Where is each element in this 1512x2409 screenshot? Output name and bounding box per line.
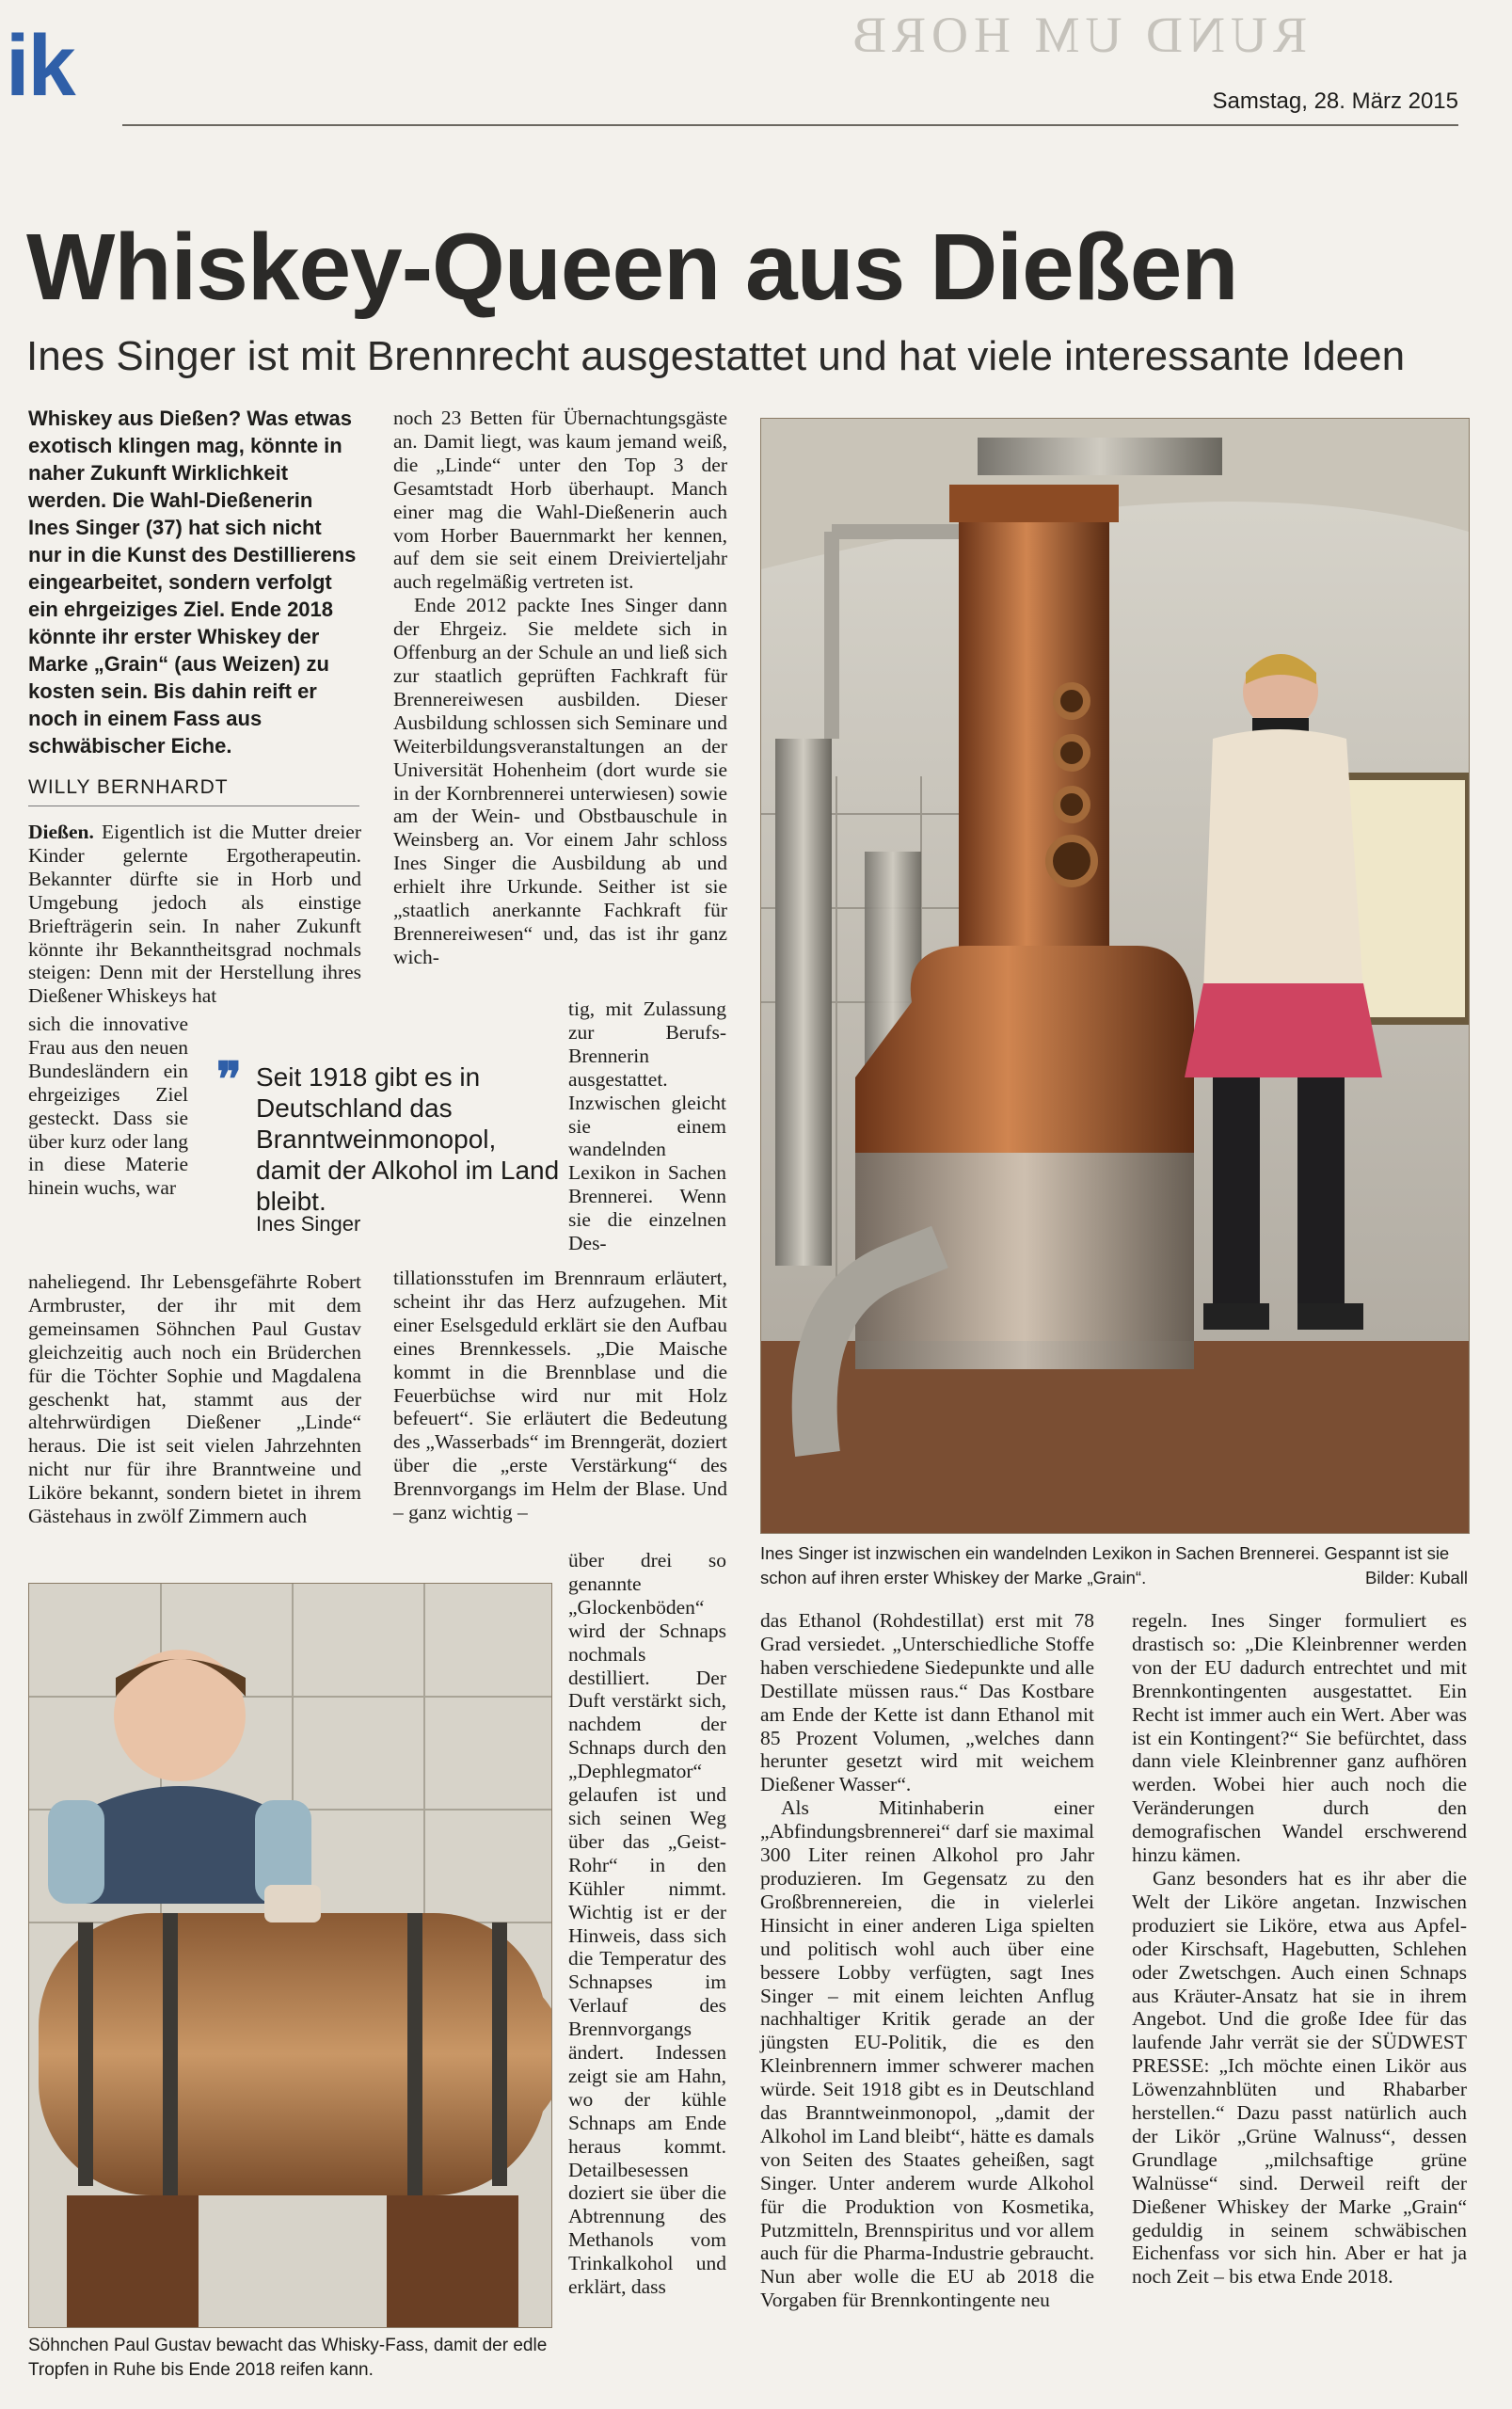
masthead-rule (122, 124, 1458, 126)
body-text: sich die innovative Frau aus den neuen Bundesländern ein ehrgeiziges Ziel gesteckt. Dass sie über kurz oder lang in diese Materie hinein wuchs, war (28, 1013, 188, 1200)
section-kicker: ik (6, 18, 74, 114)
subheadline: Ines Singer ist mit Brennrecht ausgestattet und hat viele interessante Ideen (26, 333, 1406, 379)
show-through-text: RUND UM HORB (847, 7, 1308, 63)
body-text: noch 23 Betten für Übernachtungsgäste an. Damit liegt, was kaum jemand weiß, die „Linde“ unter den Top 3 der Gesamtstadt Horb überhaupt. Manch einer mag die Wahl-Dießenerin auch vom Horber Bauernmarkt her kennen, auf dem sie seit einem Dreivierteljahr auch regelmäßig vertreten ist. (393, 407, 727, 594)
body-text: das Ethanol (Rohdestillat) erst mit 78 Grad versiedet. „Unterschiedliche Stoffe haben verschiedene Siedepunkte und alle Destillate müssen raus.“ Das Kostbare am Ende der Kette ist dann Ethanol mit 85 Prozent Volumen, „welches dann herunter gesetzt wird mit weichem Dießener Wasser“. (760, 1609, 1094, 1796)
pull-quote: Seit 1918 gibt es in Deutschland das Branntweinmonopol, damit der Alkohol im Land bleibt. (256, 1062, 560, 1217)
body-column-1-top (28, 821, 361, 1008)
photo-credit: Bilder: Kuball (1364, 1568, 1468, 1587)
distillery-photo (760, 418, 1470, 1534)
body-column-1-bottom (28, 1270, 361, 1528)
body-text: naheliegend. Ihr Lebensgefährte Robert Armbruster, der ihr mit dem gemeinsamen Söhnchen Paul Gustav gleichzeitig auch noch ein Brüderchen für die Töchter Sophie und Magdalena geschenkt hat, stammt aus der altehrwürdigen Dießener „Linde“ heraus. Die ist seit vielen Jahrzehnten nicht nur für ihre Branntweine und Liköre bekannt, sondern bietet in ihrem Gästehaus in zwölf Zimmern auch (28, 1270, 361, 1528)
body-text: Eigentlich ist die Mutter dreier Kinder gelernte Ergotherapeutin. Bekannter dürfte sie in Horb und Umgebung jedoch als einstige Briefträgerin sein. In naher Zukunft könnte ihr Bekanntheitsgrad nochmals steigen: Denn mit der Herstellung ihres Dießener Whiskeys hat (28, 821, 361, 1008)
dateline: Dießen. (28, 821, 94, 843)
body-text: Als Mitinhaberin einer „Abfindungsbrennerei“ darf sie maximal 300 Liter reinen Alkohol pro Jahr produzieren. Im Gegensatz zu den Großbrennereien, die in vielerlei Hinsicht in einer anderen Liga spielten und politisch wohl auch über eine bessere Lobby verfügten, sagt Ines Singer – mit einem leichten Anflug nachhaltiger Kritik gerade an der jüngsten EU-Politik, die es den Kleinbrennern immer schwerer machen würde. Seit 1918 gibt es in Deutschland das Branntweinmonopol, „damit der Alkohol im Land bleibt“, hätte es damals von Seiten des Staates geheißen, sagt Singer. Unter anderem wurde Alkohol für die Produktion von Kosmetika, Putzmitteln, Brennspiritus und vor allem auch für die Pharma-Industrie gebraucht. Nun aber wolle die EU ab 2018 die Vorgaben für Brennkontingente neu (760, 1796, 1094, 2312)
caption-text: Ines Singer ist inzwischen ein wandelnden Lexikon in Sachen Brennerei. Gespannt ist sie schon auf ihren erster Whiskey der Marke „Grain“. (760, 1543, 1450, 1587)
issue-date: Samstag, 28. März 2015 (1212, 88, 1458, 114)
body-text: Ganz besonders hat es ihr aber die Welt der Liköre angetan. Inzwischen produziert sie Liköre, etwa aus Apfel- oder Kirschsaft, Hagebutten, Schlehen oder Zwetschgen. Auch einen Schnaps aus Kräuter-Ansatz hat sie in ihrem Angebot. Und die große Idee für das laufende Jahr verrät sie der SÜDWEST PRESSE: „Ich möchte einen Likör aus Löwenzahnblüten und Rhabarber herstellen.“ Dazu passt natürlich auch der Likör „Grüne Walnuss“, dessen Grundlage „milchsaftige grüne Walnüsse“ sind. Derweil reift der Dießener Whiskey der Marke „Grain“ geduldig in seinem schwäbischen Eichenfass vor sich hin. Aber er hat ja noch Zeit – bis etwa Ende 2018. (1132, 1866, 1467, 2289)
barrel-illustration (29, 1584, 551, 2327)
body-text: tig, mit Zulassung zur Berufs-Brennerin ausgestattet. Inzwischen gleicht sie einem wandelnden Lexikon in Sachen Brennerei. Wenn sie die einzelnen Des- (568, 997, 726, 1255)
body-column-2-narrow (568, 997, 726, 1255)
body-text: tillationsstufen im Brennraum erläutert, scheint ihr das Herz aufzugehen. Mit einer Eselsgeduld erklärt sie den Aufbau eines Brennkessels. „Die Maische kommt in die Brennblase und die Feuerbüchse wird nur mit Holz befeuert“. Sie erläutert die Bedeutung des „Wasserbads“ im Brenngerät, doziert über die „erste Verstärkung“ des Brennvorgangs im Helm der Blase. Und – ganz wichtig – (393, 1267, 727, 1524)
body-text: über drei so genannte „Glockenböden“ wird der Schnaps nochmals destilliert. Der Duft verstärkt sich, nachdem der Schnaps durch den „Dephlegmator“ gelaufen ist und sich seinen Weg über das „Geist-Rohr“ in den Kühler nimmt. Wichtig ist er der Hinweis, dass sich die Temperatur des Schnapses im Verlauf des Brennvorgangs ändert. Indessen zeigt sie am Hahn, wo der kühle Schnaps am Ende heraus kommt. Detailbesessen doziert sie über die Abtrennung des Methanols vom Trinkalkohol und erklärt, dass (568, 1549, 726, 2299)
body-column-1-narrow (28, 1013, 188, 1200)
author-byline: WILLY BERNHARDT (28, 776, 229, 798)
body-column-2-middle (393, 1267, 727, 1524)
body-column-4 (1132, 1609, 1467, 2289)
headline: Whiskey-Queen aus Dießen (26, 215, 1238, 320)
distillery-photo-caption (760, 1541, 1468, 1590)
barrel-photo (28, 1583, 552, 2328)
pull-quote-source: Ines Singer (256, 1212, 361, 1236)
lead-paragraph: Whiskey aus Dießen? Was etwas exotisch klingen mag, könnte in naher Zukunft Wirklichkeit werden. Die Wahl-Dießenerin Ines Singer (37) hat sich nicht nur in die Kunst des Destillierens eingearbeitet, sondern verfolgt ein ehrgeiziges Ziel. Ende 2018 könnte ihr erster Whiskey der Marke „Grain“ (aus Weizen) zu kosten sein. Bis dahin reift er noch in einem Fass aus schwäbischer Eiche. (28, 407, 357, 758)
barrel-photo-caption: Söhnchen Paul Gustav bewacht das Whisky-Fass, damit der edle Tropfen in Ruhe bis Ende 2018 reifen kann. (28, 2336, 548, 2380)
body-column-2-top (393, 407, 727, 969)
body-text: regeln. Ines Singer formuliert es drastisch so: „Die Kleinbrenner werden von der EU dadurch entrechtet und mit Brennkontingenten ausgestattet. Ein Recht ist immer auch ein Wert. Aber was ist ein Kontingent?“ Sie befürchtet, dass dann viele Kleinbrenner ganz aufhören werden. Wobei hier auch noch die Veränderungen durch den demografischen Wandel erschwerend hinzu kämen. (1132, 1609, 1467, 1867)
body-column-2-narrow-bottom (568, 1549, 726, 2299)
body-text: Ende 2012 packte Ines Singer dann der Ehrgeiz. Sie meldete sich in Offenburg an der Schule an und ließ sich zur staatlich geprüften Fachkraft für Brennereiwesen ausbilden. Dieser Ausbildung schlossen sich Seminare und Weiterbildungsveranstaltungen an der Universität Hohenheim (dort wurde sie in der Kornbrennerei unterwiesen) sowie am der Wein- und Obstbauschule in Weinsberg an. Vor einem Jahr schloss Ines Singer die Ausbildung ab und erhielt ihre Urkunde. Seither ist sie „staatlich anerkannte Fachkraft für Brennereiwesen“ und, das ist ihr ganz wich- (393, 594, 727, 968)
distillery-illustration (761, 419, 1469, 1533)
quote-icon: ❞ (216, 1053, 242, 1106)
body-column-3 (760, 1609, 1094, 2312)
